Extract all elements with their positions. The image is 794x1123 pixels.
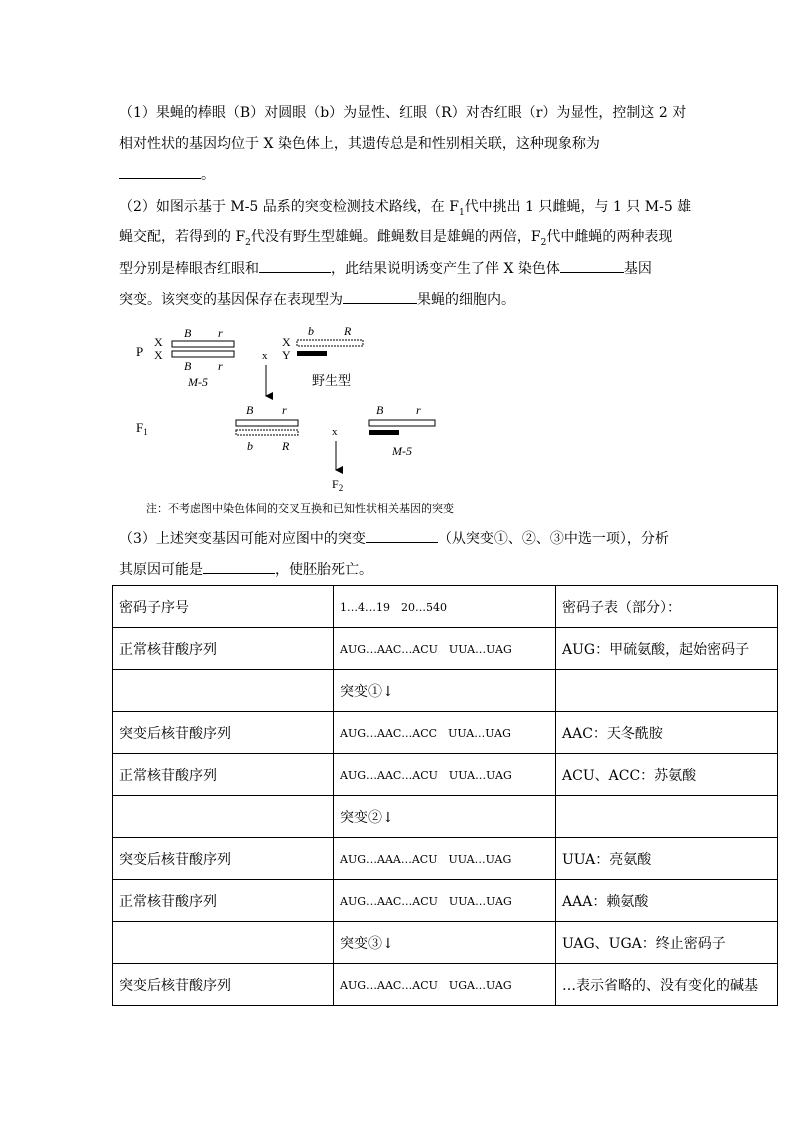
table-cell: 突变③↓ [334, 922, 556, 964]
table-cell: 密码子表（部分）： [556, 586, 778, 628]
table-row [113, 628, 778, 670]
table-cell [556, 796, 778, 838]
allele-B: B [246, 403, 254, 417]
table-row [113, 712, 778, 754]
allele-B: B [376, 403, 384, 417]
table-cell: 正常核苷酸序列 [113, 880, 334, 922]
table-row [113, 754, 778, 796]
codon-table [112, 585, 778, 1006]
table-cell: 突变①↓ [334, 670, 556, 712]
x-chromosome-label: X [154, 335, 163, 349]
q3-line-2: 其原因可能是 ，使胚胎死亡。 [119, 562, 373, 578]
table-cell: UAG、UGA：终止密码子 [556, 922, 778, 964]
table-cell [556, 670, 778, 712]
chromosome-bar [172, 351, 234, 357]
diagram-note: 注：不考虑图中染色体间的交叉互换和已知性状相关基因的突变 [146, 502, 454, 515]
m5-label: M-5 [392, 444, 412, 458]
chromosome-bar [369, 420, 435, 426]
answer-blank-2[interactable] [259, 260, 331, 273]
allele-R: R [344, 324, 352, 338]
table-row [113, 838, 778, 880]
answer-blank-5[interactable] [366, 530, 438, 543]
q1-line-3: 。 [119, 166, 215, 183]
table-cell [113, 670, 334, 712]
table-cell: AUG…AAC…ACU UUA…UAG [334, 880, 556, 922]
y-chromosome-bar [369, 430, 399, 435]
chromosome-bar [172, 341, 234, 347]
m5-label: M-5 [188, 375, 208, 389]
allele-r: r [218, 326, 223, 340]
table-row [113, 880, 778, 922]
table-row [113, 922, 778, 964]
table-row [113, 796, 778, 838]
x-chromosome-label: X [282, 335, 291, 349]
q1-line-2: 相对性状的基因均位于 X 染色体上，其遗传总是和性别相关联，这种现象称为 [119, 136, 600, 152]
cross-sign: x [332, 426, 338, 438]
table-cell: 突变后核苷酸序列 [113, 964, 334, 1006]
table-row [113, 670, 778, 712]
table-row [113, 586, 778, 628]
table-cell: AUG…AAC…ACU UUA…UAG [334, 754, 556, 796]
table-cell: 突变②↓ [334, 796, 556, 838]
q1-line-1: （1）果蝇的棒眼（B）对圆眼（b）为显性、红眼（R）对杏红眼（r）为显性，控制这 2 对 [119, 105, 687, 121]
q3-line-1: （3）上述突变基因可能对应图中的突变 （从突变①、②、③中选一项），分析 [119, 531, 669, 547]
table-cell: 密码子序号 [113, 586, 334, 628]
allele-r: r [282, 403, 287, 417]
q2-line-1: （2）如图示基于 M-5 品系的突变检测技术路线，在 $F_1$代中挑出 1 只雌蝇，与 1 只 M-5 雄 [119, 199, 692, 218]
table-cell [113, 796, 334, 838]
p-label: P [136, 344, 144, 359]
allele-B: B [184, 359, 192, 373]
table-cell [113, 922, 334, 964]
allele-r: r [416, 403, 421, 417]
table-cell: AUG：甲硫氨酸，起始密码子 [556, 628, 778, 670]
table-cell: AAC：天冬酰胺 [556, 712, 778, 754]
answer-blank-1[interactable] [119, 166, 201, 179]
allele-R: R [282, 439, 290, 453]
y-chromosome-label: Y [282, 348, 291, 362]
q2-line-3: 型分别是棒眼杏红眼和 ，此结果说明诱变产生了伴 X 染色体 基因 [119, 261, 652, 277]
allele-b: b [247, 439, 253, 453]
allele-b: b [308, 324, 314, 338]
table-cell: AAA：赖氨酸 [556, 880, 778, 922]
x-chromosome-label: X [154, 348, 163, 362]
table-cell: …表示省略的、没有变化的碱基 [556, 964, 778, 1006]
answer-blank-4[interactable] [343, 291, 417, 304]
table-cell: 正常核苷酸序列 [113, 754, 334, 796]
table-cell: AUG…AAC…ACU UGA…UAG [334, 964, 556, 1006]
table-row [113, 964, 778, 1006]
wild-type-label: 野生型 [312, 373, 352, 388]
table-cell: 正常核苷酸序列 [113, 628, 334, 670]
table-cell: AUG…AAA…ACU UUA…UAG [334, 838, 556, 880]
table-cell: AUG…AAC…ACU UUA…UAG [334, 628, 556, 670]
table-cell: UUA：亮氨酸 [556, 838, 778, 880]
table-cell: AUG…AAC…ACC UUA…UAG [334, 712, 556, 754]
cross-sign: x [262, 350, 268, 362]
cross-diagram [120, 320, 540, 495]
table-cell: 突变后核苷酸序列 [113, 838, 334, 880]
f1-label: $F_1$ [136, 420, 148, 437]
y-chromosome-bar [297, 351, 327, 356]
answer-blank-3[interactable] [560, 260, 624, 273]
chromosome-bar-wild [236, 430, 298, 435]
answer-blank-6[interactable] [203, 561, 275, 574]
table-cell: 1…4…19 20…540 [334, 586, 556, 628]
table-cell: 突变后核苷酸序列 [113, 712, 334, 754]
q2-line-4: 突变。该突变的基因保存在表现型为 果蝇的细胞内。 [119, 292, 515, 308]
table-cell: ACU、ACC：苏氨酸 [556, 754, 778, 796]
chromosome-bar-wild [297, 340, 363, 346]
q2-line-2: 蝇交配，若得到的 $F_2$代没有野生型雄蝇。雌蝇数目是雄蝇的两倍，$F_2$代中雌蝇的两种表现 [119, 229, 673, 248]
chromosome-bar [236, 420, 298, 426]
allele-r: r [218, 359, 223, 373]
f2-label: $F_2$ [332, 477, 344, 493]
allele-B: B [184, 326, 192, 340]
